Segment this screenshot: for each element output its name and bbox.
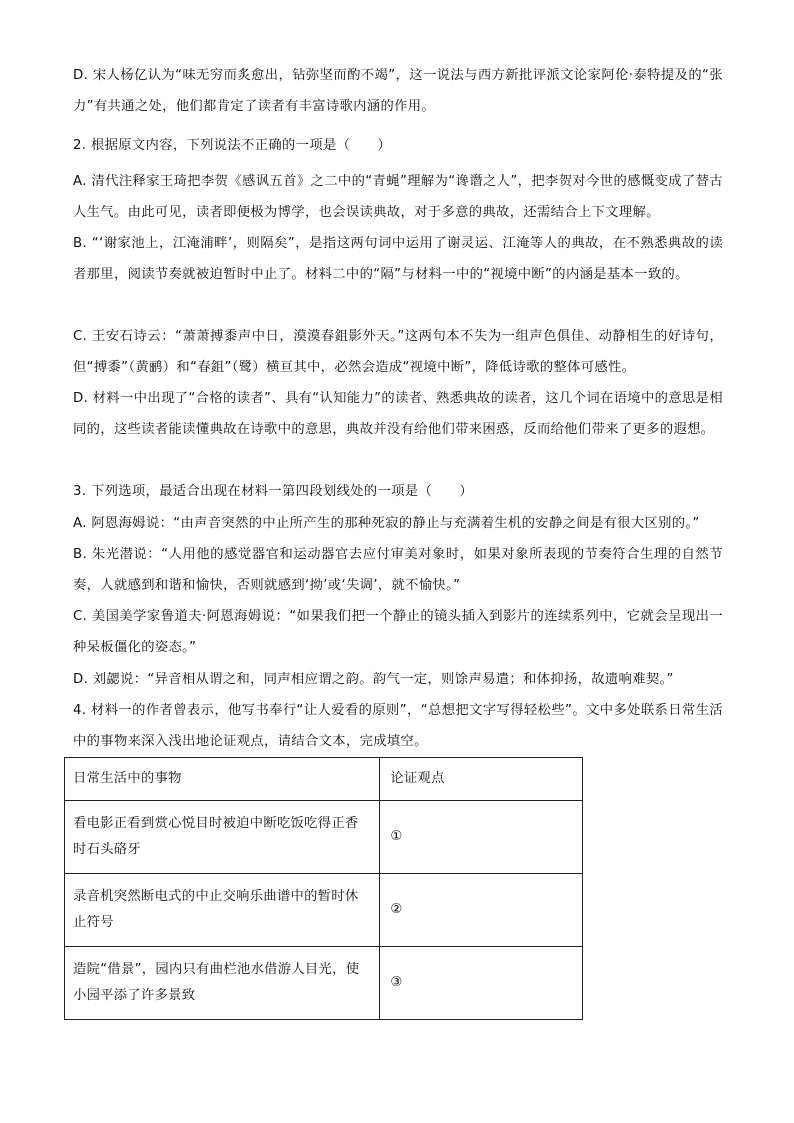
question-2-option-b: B. “‘谢家池上，江淹浦畔’，则隔矣”，是指这两句词中运用了谢灵运、江淹等人的典故，在不熟悉典故的读者那里，阅读节奏就被迫暂时中止了。材料二中的“隔”与材料一中的“视境中断”的内涵是基本一致的。 xyxy=(73,236,723,282)
table-cell-thing: 看电影正看到赏心悦目时被迫中断吃饭吃得正香时石头硌牙 xyxy=(65,801,380,874)
question-3-option-d: D. 刘勰说：“异音相从谓之和，同声相应谓之韵。韵气一定，则馀声易遣；和体抑扬，故遗响难契。” xyxy=(73,672,674,687)
table-cell-thing: 造院“借景”，园内只有曲栏池水借游人目光，使小园平添了许多景致 xyxy=(65,947,380,1020)
fill-in-table xyxy=(64,757,583,1020)
option-d-q1: D. 宋人杨亿认为“味无穷而炙愈出，钻弥坚而酌不竭”，这一说法与西方新批评派文论家阿伦·泰特提及的“张力”有共通之处，他们都肯定了读者有丰富诗歌内涵的作用。 xyxy=(73,68,723,114)
table-header-row xyxy=(65,758,583,801)
table-header-cell: 日常生活中的事物 xyxy=(65,758,380,801)
question-3-stem: 3. 下列选项，最适合出现在材料一第四段划线处的一项是（ ） xyxy=(73,484,474,499)
question-2-option-d: D. 材料一中出现了“合格的读者”、具有“认知能力”的读者、熟悉典故的读者，这几个词在语境中的意思是相同的，这些读者能读懂典故在诗歌中的意思，典故并没有给他们带来困惑，反而给他们带来了更多的遐想。 xyxy=(73,391,723,437)
question-2-option-c: C. 王安石诗云：“萧萧搏黍声中日，漠漠春鉏影外天。”这两句本不失为一组声色俱佳、动静相生的好诗句，但“搏黍”（黄鹂）和“春鉏”（鹭）横亘其中，必然会造成“视境中断”，降低诗歌的整体可感性。 xyxy=(73,329,723,375)
table-row xyxy=(65,947,583,1020)
question-3-option-a: A. 阿恩海姆说：“由声音突然的中止所产生的那种死寂的静止与充满着生机的安静之间是有很大区别的。” xyxy=(73,516,700,531)
table-cell-blank: ② xyxy=(380,874,583,947)
question-3-option-c: C. 美国美学家鲁道夫·阿恩海姆说：“如果我们把一个静止的镜头插入到影片的连续系列中，它就会呈现出一种呆板僵化的姿态。” xyxy=(73,609,723,655)
table-row xyxy=(65,801,583,874)
question-4-stem: 4. 材料一的作者曾表示，他写书奉行“让人爱看的原则”，“总想把文字写得轻松些”。文中多处联系日常生活中的事物来深入浅出地论证观点，请结合文本，完成填空。 xyxy=(73,703,723,749)
table-row xyxy=(65,874,583,947)
table-cell-blank: ① xyxy=(380,801,583,874)
question-2-stem: 2. 根据原文内容，下列说法不正确的一项是（ ） xyxy=(73,138,392,153)
table-header-cell: 论证观点 xyxy=(380,758,583,801)
question-3-option-b: B. 朱光潜说：“人用他的感觉器官和运动器官去应付审美对象时，如果对象所表现的节奏符合生理的自然节奏，人就感到和谐和愉快，否则就感到‘拗’或‘失调’，就不愉快。” xyxy=(73,547,723,593)
table-cell-thing: 录音机突然断电式的中止交响乐曲谱中的暂时休止符号 xyxy=(65,874,380,947)
table-cell-blank: ③ xyxy=(380,947,583,1020)
question-2-option-a: A. 清代注释家王琦把李贺《感讽五首》之二中的“青蝇”理解为“谗谮之人”，把李贺对今世的感慨变成了替古人生气。由此可见，读者即便极为博学，也会误读典故，对于多意的典故，还需结合上下文理解。 xyxy=(73,174,723,220)
